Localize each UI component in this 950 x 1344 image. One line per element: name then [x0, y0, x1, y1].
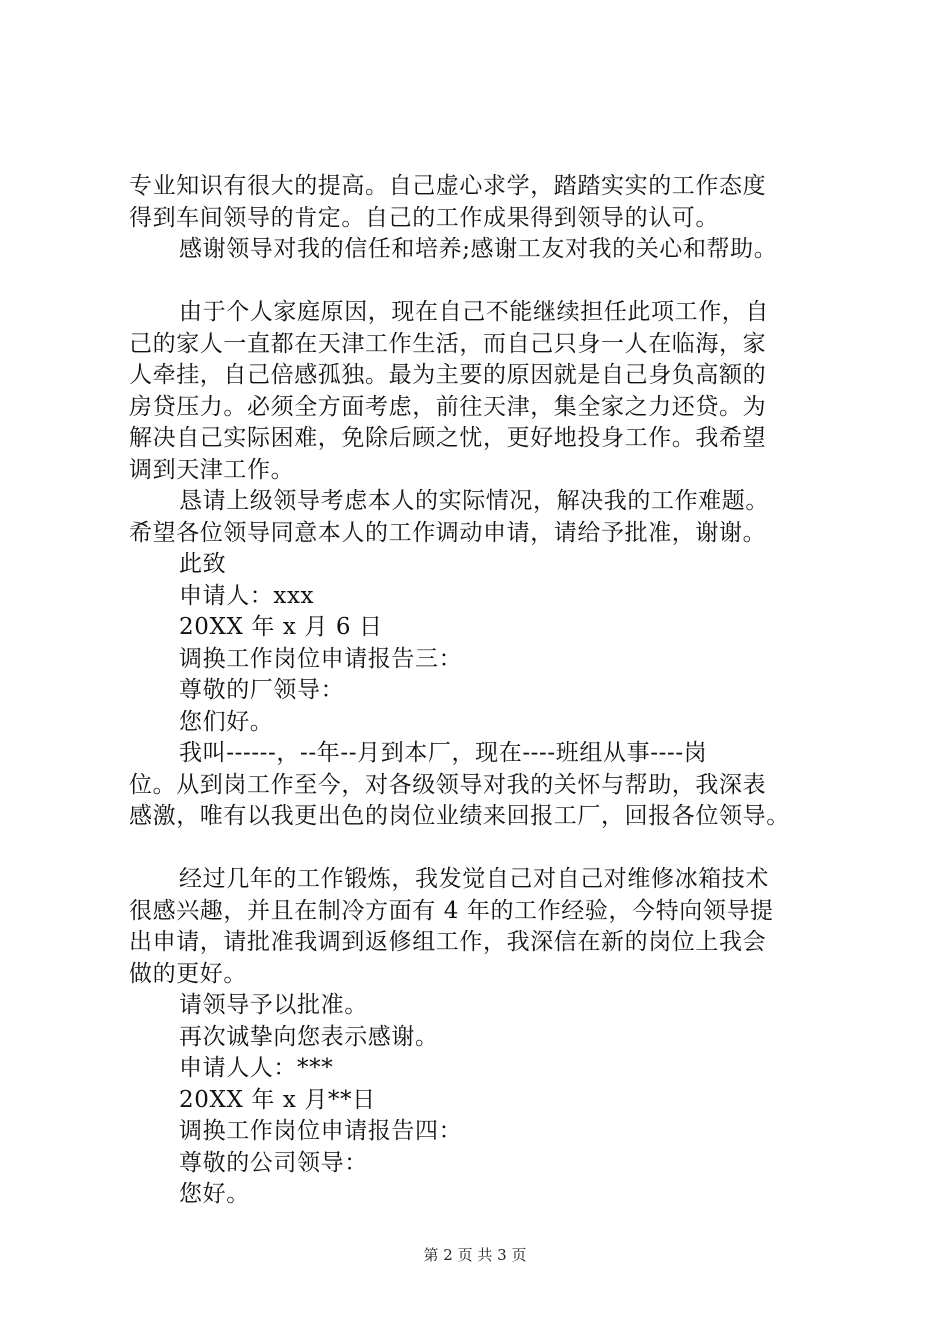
paragraph-line: 人牵挂，自己倍感孤独。最为主要的原因就是自己身负高额的	[129, 362, 767, 388]
paragraph-line: 调到天津工作。	[129, 456, 295, 483]
paragraph-line: 希望各位领导同意本人的工作调动申请，请给予批准，谢谢。	[129, 519, 767, 546]
greeting-line: 尊敬的公司领导：	[179, 1149, 368, 1176]
greeting-line: 您们好。	[179, 708, 274, 735]
paragraph-line: 得到车间领导的肯定。自己的工作成果得到领导的认可。	[129, 204, 719, 231]
paragraph-line: 很感兴趣，并且在制冷方面有 4 年的工作经验，今特向领导提	[129, 897, 774, 924]
paragraph-line: 感谢领导对我的信任和培养;感谢工友对我的关心和帮助。	[179, 236, 778, 262]
paragraph-line: 做的更好。	[129, 960, 247, 987]
blank-line	[129, 266, 849, 298]
page-footer: 第 2 页 共 3 页	[423, 1246, 527, 1264]
greeting-line: 您好。	[179, 1181, 250, 1207]
paragraph-line: 请领导予以批准。	[179, 992, 368, 1018]
section-title: 调换工作岗位申请报告四：	[179, 1118, 463, 1144]
applicant-name: 申请人人：***	[179, 1055, 334, 1081]
paragraph-line: 恳请上级领导考虑本人的实际情况，解决我的工作难题。	[179, 488, 769, 514]
paragraph-line: 由于个人家庭原因，现在自己不能继续担任此项工作，自	[179, 299, 769, 325]
paragraph-line: 感激，唯有以我更出色的岗位业绩来回报工厂，回报各位领导。	[129, 803, 790, 829]
document-body	[129, 171, 849, 1211]
closing-salutation: 此致	[179, 551, 227, 577]
paragraph-line: 专业知识有很大的提高。自己虚心求学，踏踏实实的工作态度	[129, 173, 767, 199]
applicant-name: 申请人：xxx	[179, 582, 315, 609]
paragraph-line: 经过几年的工作锻炼，我发觉自己对自己对维修冰箱技术	[179, 866, 769, 892]
section-title: 调换工作岗位申请报告三：	[179, 645, 463, 672]
paragraph-line: 解决自己实际困难，免除后顾之忧，更好地投身工作。我希望	[129, 425, 767, 451]
paragraph-line: 我叫------，--年--月到本厂，现在----班组从事----岗	[179, 740, 708, 766]
greeting-line: 尊敬的厂领导：	[179, 677, 345, 703]
paragraph-line: 出申请，请批准我调到返修组工作，我深信在新的岗位上我会	[129, 929, 767, 955]
paragraph-line: 再次诚挚向您表示感谢。	[179, 1023, 439, 1050]
paragraph-line: 己的家人一直都在天津工作生活，而自己只身一人在临海，家	[129, 330, 767, 357]
paragraph-line: 位。从到岗工作至今，对各级领导对我的关怀与帮助，我深表	[129, 771, 767, 798]
date-line: 20XX 年 x 月 6 日	[179, 614, 383, 640]
date-line: 20XX 年 x 月**日	[179, 1086, 376, 1113]
blank-line	[129, 833, 849, 865]
paragraph-line: 房贷压力。必须全方面考虑，前往天津，集全家之力还贷。为	[129, 393, 767, 420]
